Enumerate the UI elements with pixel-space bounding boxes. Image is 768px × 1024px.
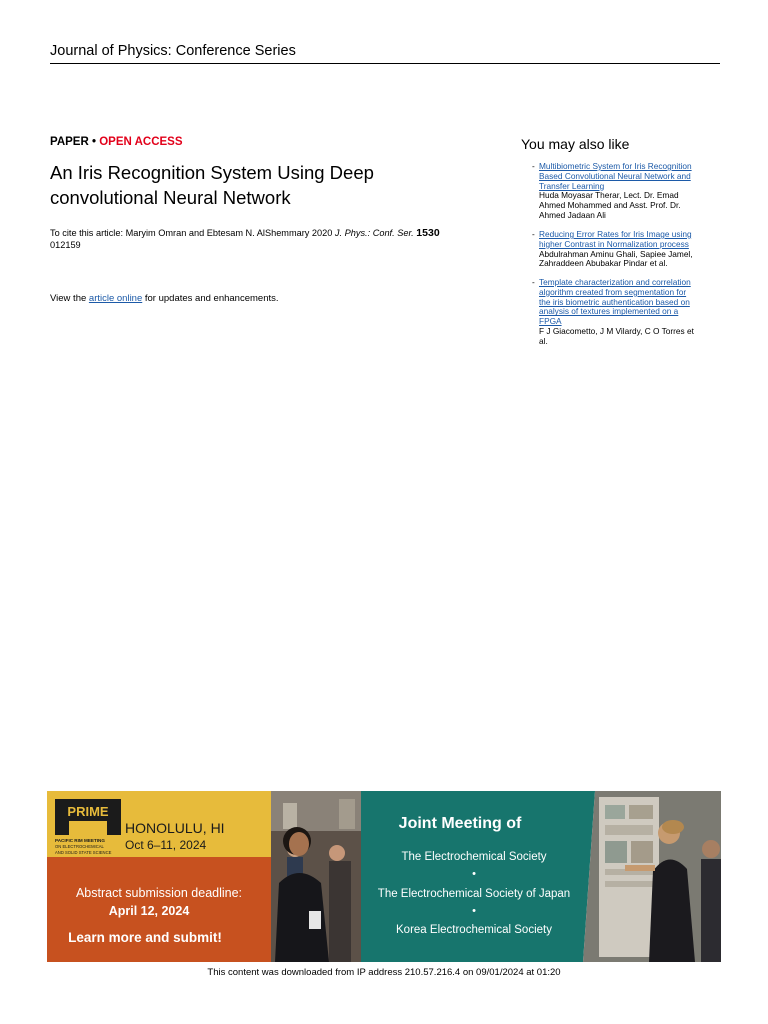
bullet-separator: • xyxy=(472,868,476,880)
learn-more-button[interactable]: Learn more and submit! xyxy=(68,930,222,945)
bullet-separator: • xyxy=(472,905,476,917)
open-access-label: OPEN ACCESS xyxy=(99,136,183,148)
journal-header xyxy=(50,43,720,64)
citation xyxy=(50,227,500,251)
view-prefix: View the xyxy=(50,293,89,304)
related-authors: Abdulrahman Aminu Ghali, Sapiee Jamel, Zahraddeen Abubakar Pindar et al. xyxy=(539,248,693,269)
society-name: Korea Electrochemical Society xyxy=(396,924,552,936)
related-item: - Template characterization and correlation algorithm created from segmentation for the iris biometric authentication based on analysis of textures implemented on a FPGA F J Giacometto, J M Vilardy, C O Torres et al. xyxy=(539,278,717,347)
banner-location: HONOLULU, HI xyxy=(125,820,225,836)
related-article-link[interactable]: Template characterization and correlation algorithm created from segmentation for the iris biometric authentication based on analysis of textures implemented on a FPGA xyxy=(539,277,691,327)
journal-name: Journal of Physics: Conference Series xyxy=(50,43,296,59)
view-online-note xyxy=(50,293,279,304)
related-item: - Multibiometric System for Iris Recognition Based Convolutional Neural Network and Transfer Learning Huda Moyasar Therar, Lect. Dr. Emad Ahmed Mohammed and Asst. Prof. Dr. Ahmed Jadaan Ali xyxy=(539,162,717,221)
also-like-heading: You may also like xyxy=(521,136,630,152)
related-authors: F J Giacometto, J M Vilardy, C O Torres et al. xyxy=(539,325,694,346)
paper-label xyxy=(50,136,183,148)
logo-subtitle: PACIFIC RIM MEETING xyxy=(55,838,105,843)
conference-banner[interactable] xyxy=(47,791,721,962)
download-notice: This content was downloaded from IP address 210.57.216.4 on 09/01/2024 at 01:20 xyxy=(207,967,561,978)
deadline-date: April 12, 2024 xyxy=(108,904,190,918)
logo-text: PRIME xyxy=(67,804,109,819)
paper-type: PAPER xyxy=(50,136,89,148)
related-item: - Reducing Error Rates for Iris Image using higher Contrast in Normalization process Abdulrahman Aminu Ghali, Sapiee Jamel, Zahraddeen Abubakar Pindar et al. xyxy=(539,230,717,269)
label-separator: • xyxy=(91,136,97,148)
cite-journal: J. Phys.: Conf. Ser. xyxy=(334,228,414,238)
banner-graphic xyxy=(47,791,721,962)
banner-dates: Oct 6–11, 2024 xyxy=(125,838,207,852)
logo-subtitle: ON ELECTROCHEMICAL xyxy=(55,844,104,849)
title-line: An Iris Recognition System Using Deep xyxy=(50,162,374,183)
view-suffix: for updates and enhancements. xyxy=(142,293,279,304)
related-article-link[interactable]: Reducing Error Rates for Iris Image using higher Contrast in Normalization process xyxy=(539,229,692,249)
paper-title xyxy=(50,160,470,210)
logo-subtitle: AND SOLID STATE SCIENCE xyxy=(55,850,112,855)
related-article-link[interactable]: Multibiometric System for Iris Recognition Based Convolutional Neural Network and Transfer Learning xyxy=(539,161,692,191)
cite-number: 012159 xyxy=(50,240,81,250)
society-name: The Electrochemical Society xyxy=(401,851,547,863)
society-name: The Electrochemical Society of Japan xyxy=(377,888,571,900)
joint-meeting-title: Joint Meeting of xyxy=(398,815,522,832)
article-online-link[interactable]: article online xyxy=(88,293,143,304)
deadline-label: Abstract submission deadline: xyxy=(75,886,243,900)
related-authors: Huda Moyasar Therar, Lect. Dr. Emad Ahmed Mohammed and Asst. Prof. Dr. Ahmed Jadaan Ali xyxy=(539,190,681,220)
title-line: convolutional Neural Network xyxy=(50,187,291,208)
cite-prefix: To cite this article: Maryim Omran and Ebtesam N. AlShemmary 2020 xyxy=(50,228,335,238)
poster-session-photo xyxy=(583,791,721,962)
cite-volume: 1530 xyxy=(416,227,440,239)
attendee-photo xyxy=(271,791,361,962)
